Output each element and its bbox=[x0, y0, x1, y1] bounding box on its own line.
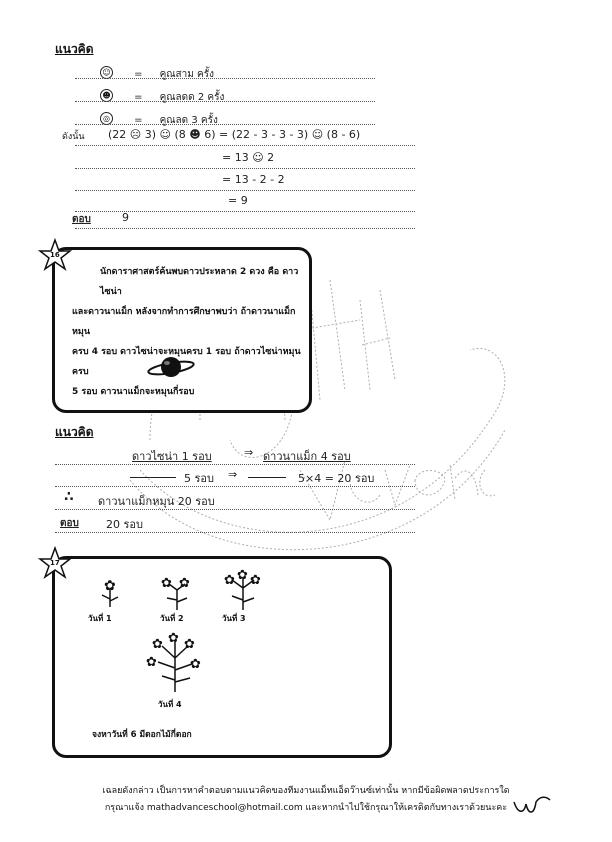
line-1-left: ดาวไซน่า 1 รอบ bbox=[132, 450, 212, 463]
arrow-icon: ⇒ bbox=[228, 468, 238, 481]
line-3: ดาวนาแม็กหมุน 20 รอบ bbox=[98, 495, 215, 508]
problem-16-text: นักดาราศาสตร์ค้นพบดาวประหลาด 2 ดวง คือ ดาวไซน่า และดาวนาแม็ก หลังจากทำการศึกษาพบว่า ถ้าดาวนาแม็กหมุน ครบ 4 รอบ ดาวไซน่าจะหมุนครบ 1 รอบ ถ้าดาวไซน่าหมุนครบ 5 รอบ ดาวนาแม็กจะหมุนกี่รอบ bbox=[72, 267, 301, 397]
line-2-right: 5×4 = 20 รอบ bbox=[298, 472, 375, 485]
step-4: = 9 bbox=[228, 194, 248, 207]
svg-text:✿: ✿ bbox=[179, 576, 190, 591]
therefore-symbol: ∴ bbox=[64, 489, 74, 505]
day-1-label: วันที่ 1 bbox=[88, 614, 112, 623]
day-3-label: วันที่ 3 bbox=[222, 614, 246, 623]
day-2-label: วันที่ 2 bbox=[160, 614, 184, 623]
footer-line-1: เฉลยดังกล่าว เป็นการหาคำตอบตามแนวคิดของทีมงานแม็ทแอ็ดว๊านซ์เท่านั้น หากมีข้อผิดพลาดประการใด bbox=[102, 786, 510, 796]
flower-day-2-icon bbox=[155, 572, 200, 612]
svg-text:✿: ✿ bbox=[168, 631, 179, 646]
problem-number: 16 bbox=[50, 251, 60, 259]
svg-text:✿: ✿ bbox=[224, 573, 235, 588]
svg-text:✿: ✿ bbox=[161, 576, 172, 591]
svg-text:✿: ✿ bbox=[250, 573, 261, 588]
step-3: = 13 - 2 - 2 bbox=[222, 173, 285, 186]
arrow-icon: ⇒ bbox=[244, 446, 254, 459]
svg-text:✿: ✿ bbox=[184, 637, 195, 652]
smiley-face-icon: ☺ bbox=[100, 66, 113, 79]
therefore-label: ดังนั้น bbox=[62, 132, 85, 142]
round-face-icon: ◎ bbox=[100, 112, 113, 125]
section-heading: แนวคิด bbox=[55, 425, 94, 439]
blank-line bbox=[248, 477, 286, 478]
answer-label: ตอบ bbox=[60, 518, 79, 529]
line-1-right: ดาวนาแม็ก 4 รอบ bbox=[263, 450, 351, 463]
svg-text:✿: ✿ bbox=[104, 578, 116, 594]
problem-17-question: จงหาวันที่ 6 มีดอกไม้กี่ดอก bbox=[92, 730, 192, 740]
footer-line-2: กรุณาแจ้ง mathadvanceschool@hotmail.com และหากนำไปใช้กรุณาให้เครดิตกับทางเราด้วยนะคะ bbox=[104, 803, 508, 813]
legend-row-1: ☺ = คูณสาม ครั้ง bbox=[100, 62, 214, 82]
step-2: = 13 ☺ 2 bbox=[222, 151, 275, 164]
planet-icon bbox=[147, 352, 195, 382]
flower-day-3-icon bbox=[218, 568, 268, 612]
signature-mark bbox=[510, 790, 555, 820]
blank-line bbox=[130, 477, 176, 478]
answer-value: 20 รอบ bbox=[106, 518, 143, 531]
svg-text:✿: ✿ bbox=[237, 568, 248, 583]
step-1: (22 ☹ 3) ☺ (8 ☻ 6) = (22 - 3 - 3 - 3) ☺ (8 - 6) bbox=[108, 128, 361, 141]
section-heading: แนวคิด bbox=[55, 42, 94, 56]
svg-text:✿: ✿ bbox=[190, 657, 201, 672]
problem-number: 17 bbox=[50, 559, 60, 567]
answer-value: 9 bbox=[122, 211, 129, 224]
day-4-label: วันที่ 4 bbox=[158, 700, 182, 709]
flower-day-4-icon bbox=[140, 628, 210, 693]
svg-text:✿: ✿ bbox=[146, 655, 157, 670]
svg-text:✿: ✿ bbox=[152, 637, 163, 652]
flower-day-1-icon bbox=[90, 575, 130, 610]
line-2-left: 5 รอบ bbox=[184, 472, 214, 485]
answer-label: ตอบ bbox=[72, 214, 91, 225]
legend-row-2: ☻ = คูณลดด 2 ครั้ง bbox=[100, 85, 224, 105]
tongue-face-icon: ☻ bbox=[100, 89, 113, 102]
legend-row-3: ◎ = คูณลด 3 ครั้ง bbox=[100, 108, 218, 128]
